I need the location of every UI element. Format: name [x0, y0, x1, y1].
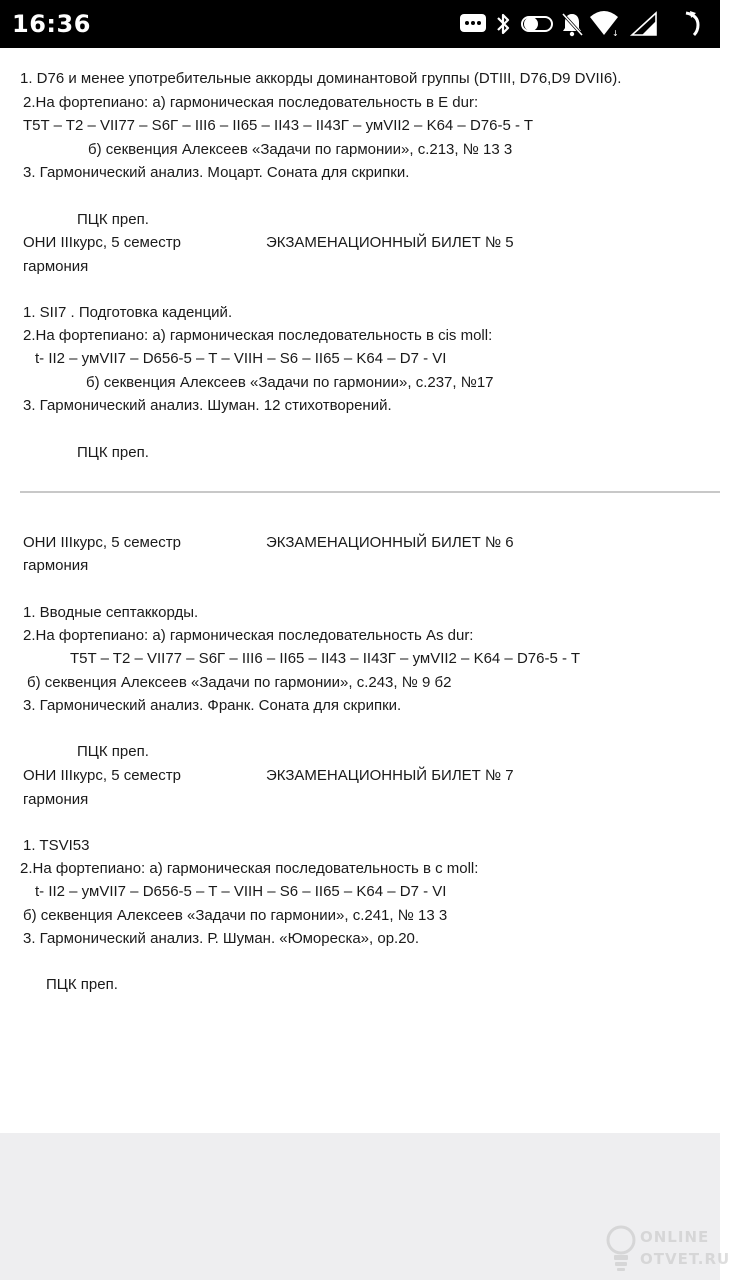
message-icon	[458, 12, 488, 36]
doc-line: 1. TSVI53	[23, 837, 90, 854]
doc-line: 2.На фортепиано: а) гармоническая последовательность As dur:	[23, 627, 474, 644]
doc-line: гармония	[23, 258, 89, 275]
notifications-off-icon	[560, 11, 584, 37]
doc-line: ПЦК преп.	[46, 976, 118, 993]
doc-line: 2.На фортепиано: а) гармоническая последовательность в с moll:	[20, 860, 479, 877]
doc-line: 2.На фортепиано: а) гармоническая последовательность в E dur:	[23, 94, 479, 111]
doc-line: t- II2 – умVII7 – D656-5 – T – VIIH – S6 – II65 – K64 – D7 - VI	[35, 350, 447, 367]
doc-line: ОНИ IIIкурс, 5 семестр	[23, 534, 181, 551]
bluetooth-icon	[494, 11, 512, 37]
svg-text:↓: ↓	[612, 29, 619, 38]
doc-line: б) секвенция Алексеев «Задачи по гармонии», с.243, № 9 б2	[27, 674, 452, 691]
doc-line: гармония	[23, 791, 89, 808]
doc-line: T5T – T2 – VII77 – S6Г – III6 – II65 – II43 – II43Г – умVII2 – K64 – D76-5 - T	[23, 117, 534, 134]
toggle-icon	[520, 14, 554, 34]
doc-line: б) секвенция Алексеев «Задачи по гармонии», с.213, № 13 3	[88, 141, 513, 158]
doc-line: t- II2 – умVII7 – D656-5 – T – VIIH – S6 – II65 – K64 – D7 - VI	[35, 883, 447, 900]
page-divider	[20, 491, 720, 493]
doc-line: ПЦК преп.	[77, 211, 149, 228]
ticket-title: ЭКЗАМЕНАЦИОННЫЙ БИЛЕТ № 5	[266, 234, 514, 251]
document-page	[0, 48, 720, 1133]
doc-line: 1. SII7 . Подготовка каденций.	[23, 304, 233, 321]
doc-line: 3. Гармонический анализ. Шуман. 12 стихотворений.	[23, 397, 392, 414]
doc-line: 3. Гармонический анализ. Р. Шуман. «Юмореска», ор.20.	[23, 930, 420, 947]
doc-line: 2.На фортепиано: а) гармоническая последовательность в cis moll:	[23, 327, 493, 344]
ticket-title: ЭКЗАМЕНАЦИОННЫЙ БИЛЕТ № 6	[266, 534, 514, 551]
doc-line: ПЦК преп.	[77, 444, 149, 461]
lightbulb-icon	[604, 1222, 638, 1276]
cell-signal-icon	[630, 11, 658, 37]
battery-icon	[680, 9, 704, 37]
watermark-line1: ONLINE	[640, 1228, 710, 1246]
status-bar	[0, 0, 720, 48]
ticket-title: ЭКЗАМЕНАЦИОННЫЙ БИЛЕТ № 7	[266, 767, 514, 784]
doc-line: ОНИ IIIкурс, 5 семестр	[23, 767, 181, 784]
watermark-line2: OTVET.RU	[640, 1250, 730, 1268]
watermark	[604, 1222, 730, 1276]
doc-line: гармония	[23, 557, 89, 574]
doc-line: б) секвенция Алексеев «Задачи по гармонии», с.241, № 13 3	[23, 907, 448, 924]
doc-line: ПЦК преп.	[77, 743, 149, 760]
doc-line: б) секвенция Алексеев «Задачи по гармонии», с.237, №17	[86, 374, 494, 391]
doc-line: T5T – T2 – VII77 – S6Г – III6 – II65 – II43 – II43Г – умVII2 – K64 – D76-5 - T	[70, 650, 581, 667]
wifi-icon	[588, 9, 620, 37]
doc-line: 1. Вводные септаккорды.	[23, 604, 199, 621]
doc-line: ОНИ IIIкурс, 5 семестр	[23, 234, 181, 251]
doc-line: 1. D76 и менее употребительные аккорды доминантовой группы (DTIII, D76,D9 DVII6).	[20, 70, 622, 87]
doc-line: 3. Гармонический анализ. Моцарт. Соната для скрипки.	[23, 164, 410, 181]
status-time: 16:36	[12, 10, 91, 38]
doc-line: 3. Гармонический анализ. Франк. Соната для скрипки.	[23, 697, 402, 714]
